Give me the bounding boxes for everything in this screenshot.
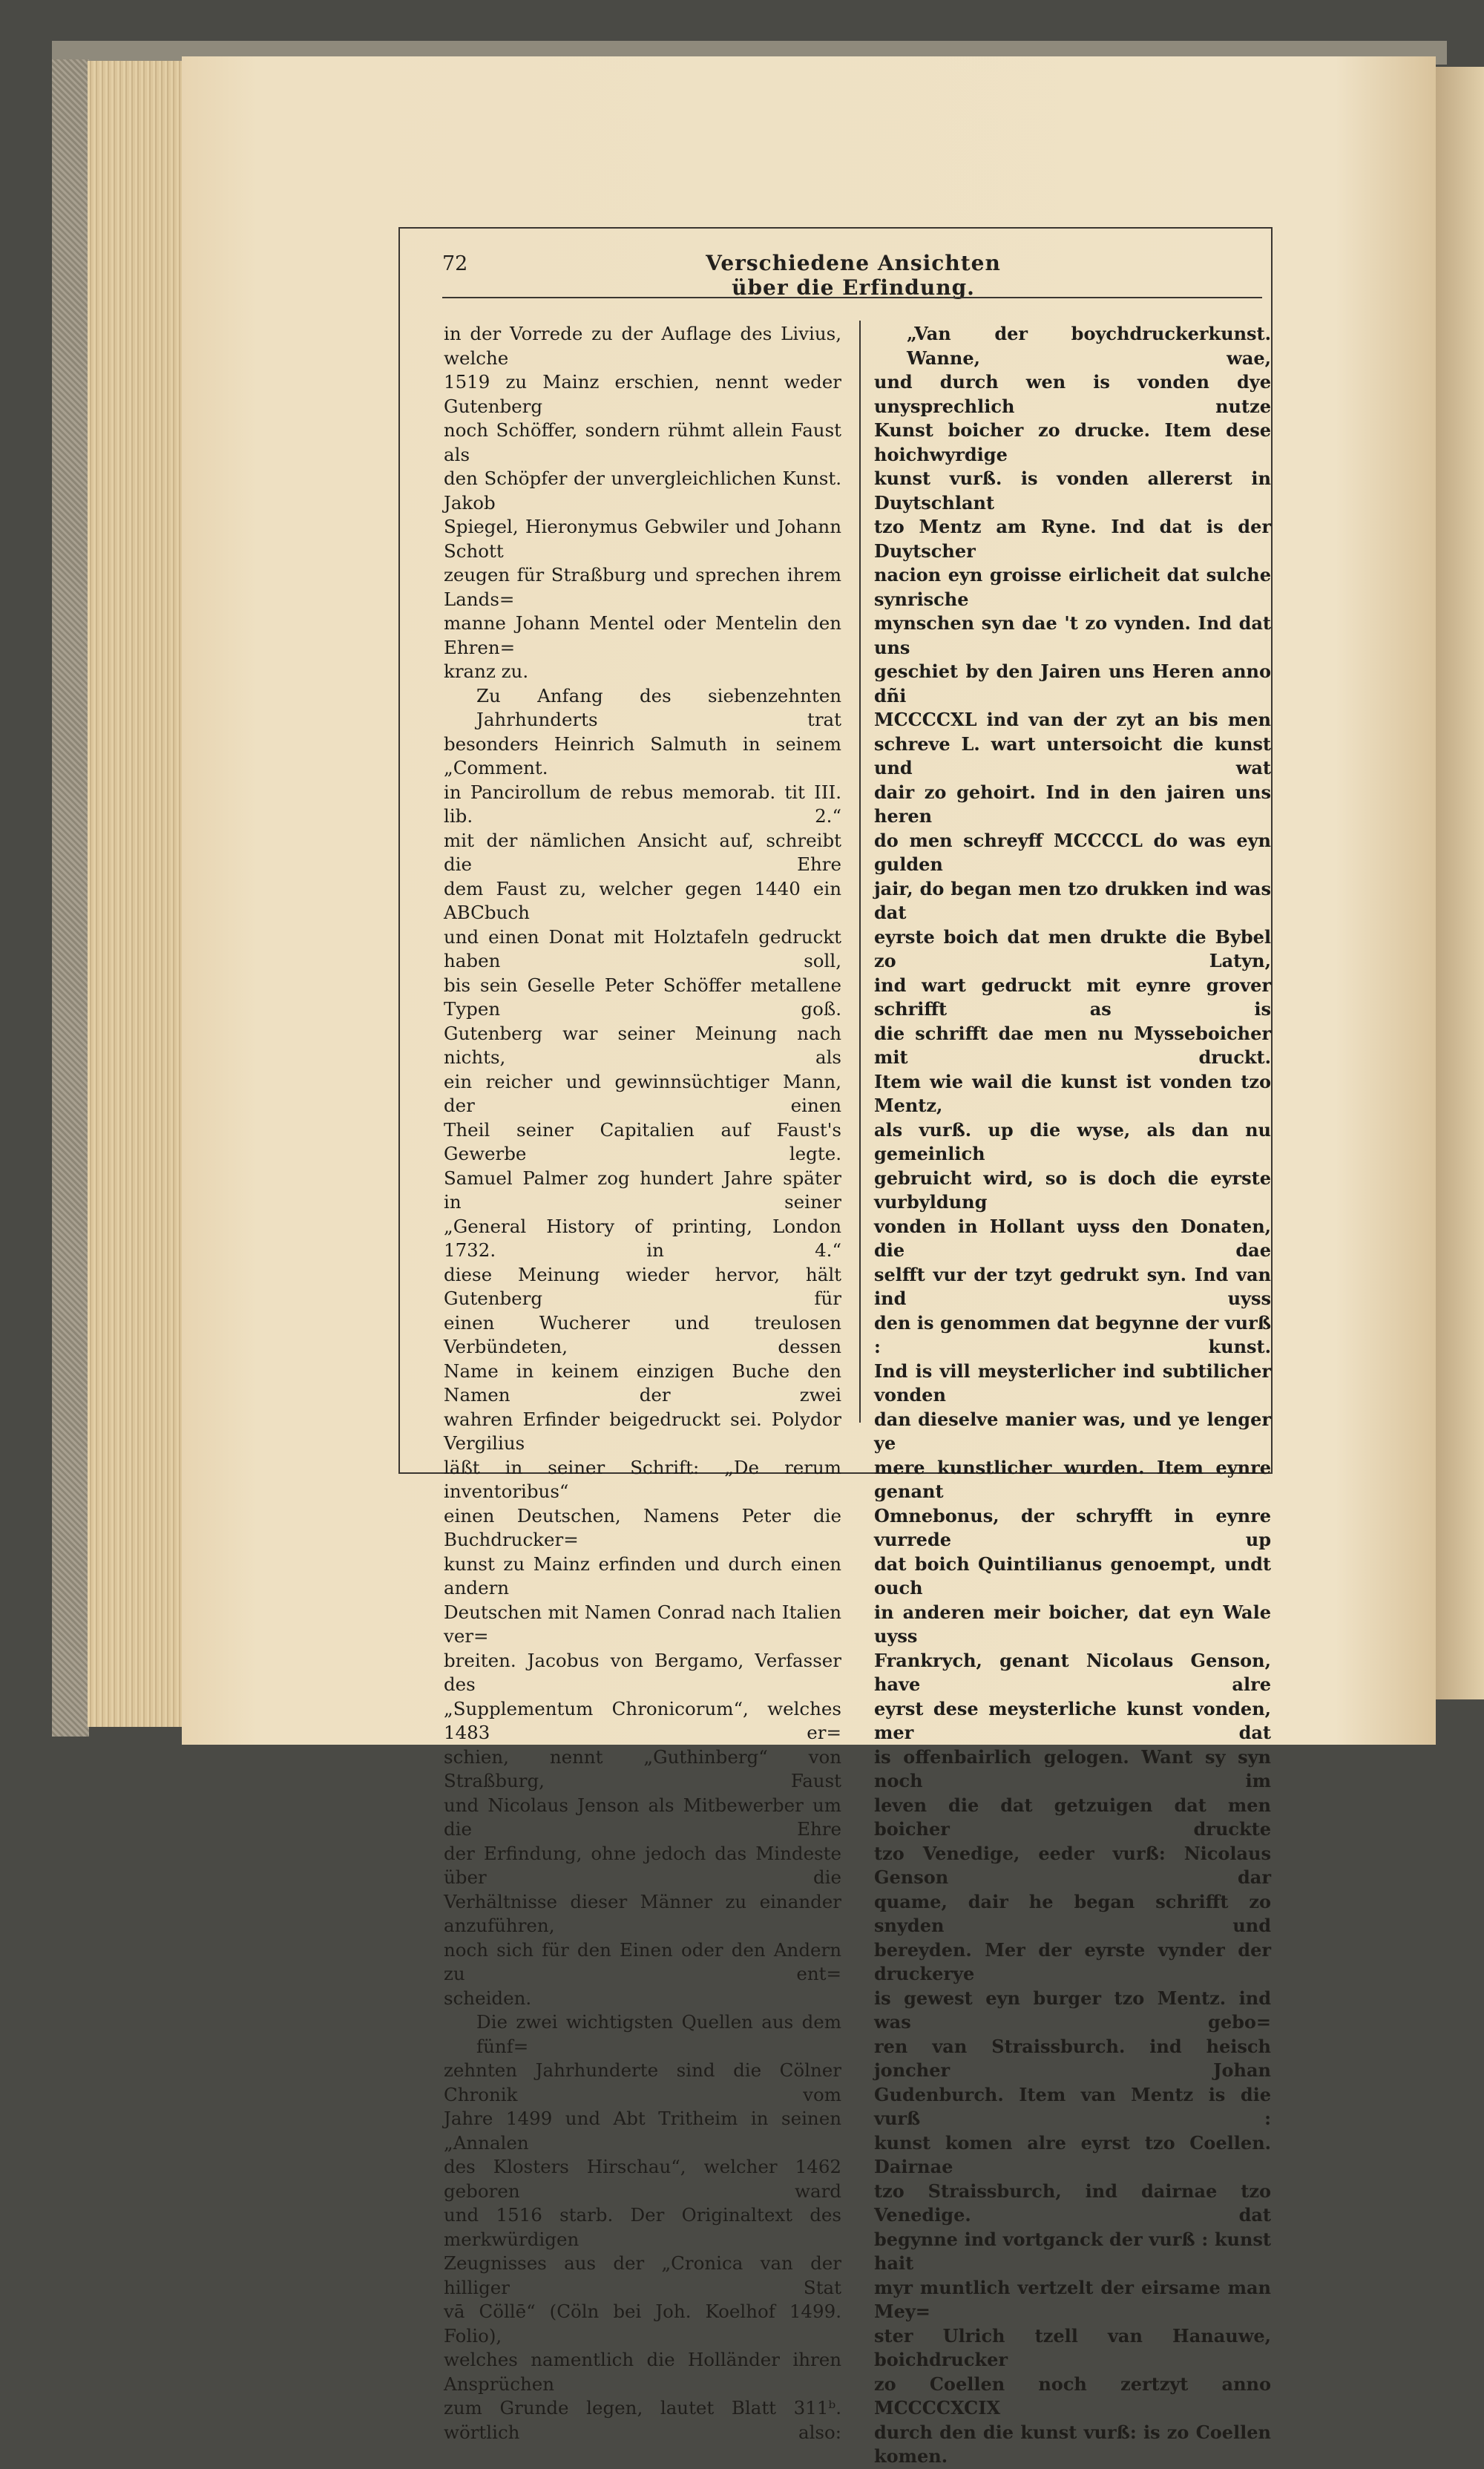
text-line: wahren Erfinder beigedruckt sei. Polydor Vergilius: [444, 1408, 841, 1454]
text-line: quame, dair he began schrifft zo snyden und: [874, 1890, 1271, 1936]
text-line: Samuel Palmer zog hundert Jahre später in seiner: [444, 1167, 841, 1213]
text-line: tzo Mentz am Ryne. Ind dat is der Duytscher: [874, 516, 1271, 562]
text-line: und durch wen is vonden dye unysprechlich nutze: [874, 371, 1271, 417]
text-line: kunst komen alre eyrst tzo Coellen. Dairnae: [874, 2131, 1271, 2177]
column-divider: [859, 321, 861, 1423]
text-line: eyrst dese meysterliche kunst vonden, mer dat: [874, 1697, 1271, 1743]
text-line: dair zo gehoirt. Ind in den jairen uns heren: [874, 781, 1271, 827]
text-line: kunst vurß. is vonden allererst in Duytschlant: [874, 468, 1271, 514]
text-line: Name in keinem einzigen Buche den Namen der zwei: [444, 1360, 841, 1406]
text-line: einen Wucherer und treulosen Verbündeten, dessen: [444, 1311, 841, 1357]
text-line: is offenbairlich gelogen. Want sy syn noch im: [874, 1745, 1271, 1791]
text-line: do men schreyff MCCCCL do was eyn gulden: [874, 829, 1271, 875]
text-line: als vurß. up die wyse, als dan nu gemeinlich: [874, 1118, 1271, 1164]
text-line: und einen Donat mit Holztafeln gedruckt haben soll,: [444, 925, 841, 971]
text-line: bereyden. Mer der eyrste vynder der druckerye: [874, 1938, 1271, 1984]
text-line: Jahre 1499 und Abt Tritheim in seinen „Annalen: [444, 2108, 841, 2154]
text-line: kunst zu Mainz erfinden und durch einen andern: [444, 1552, 841, 1599]
text-line: Gudenburch. Item van Mentz is die vurß :: [874, 2083, 1271, 2129]
right-text-column-quotation: [874, 322, 1271, 2469]
text-line: tzo Straissburch, ind dairnae tzo Venedige. dat: [874, 2180, 1271, 2226]
text-line: ren van Straissburch. ind heisch joncher Johan: [874, 2035, 1271, 2081]
text-line: mit der nämlichen Ansicht auf, schreibt die Ehre: [444, 829, 841, 875]
text-line: ster Ulrich tzell van Hanauwe, boichdrucker: [874, 2324, 1271, 2370]
text-line: leven die dat getzuigen dat men boicher druckte: [874, 1794, 1271, 1840]
text-line: zehnten Jahrhunderte sind die Cölner Chronik vom: [444, 2059, 841, 2105]
text-line: bis sein Geselle Peter Schöffer metallene Typen goß.: [444, 974, 841, 1020]
text-line: dan dieselve manier was, und ye lenger ye: [874, 1408, 1271, 1454]
text-line: und Nicolaus Jenson als Mitbewerber um die Ehre: [444, 1794, 841, 1840]
text-line: Verhältnisse dieser Männer zu einander anzuführen,: [444, 1890, 841, 1936]
text-line: und 1516 starb. Der Originaltext des merkwürdigen: [444, 2204, 841, 2250]
text-line: zeugen für Straßburg und sprechen ihrem Lands=: [444, 564, 841, 610]
text-line: „Supplementum Chronicorum“, welches 1483 er=: [444, 1697, 841, 1743]
page-number: 72: [442, 252, 468, 275]
text-line: „General History of printing, London 1732. in 4.“: [444, 1215, 841, 1261]
text-line: des Klosters Hirschau“, welcher 1462 geboren ward: [444, 2156, 841, 2202]
text-line: die schrifft dae men nu Mysseboicher mit druckt.: [874, 1022, 1271, 1068]
text-line: mere kunstlicher wurden. Item eynre genant: [874, 1456, 1271, 1502]
page-stack-edges: [88, 61, 191, 1727]
text-line: welches namentlich die Holländer ihren Ansprüchen: [444, 2349, 841, 2395]
text-line: „Van der boychdruckerkunst. Wanne, wae,: [907, 323, 1271, 369]
text-line: manne Johann Mentel oder Mentelin den Ehren=: [444, 612, 841, 658]
text-line: Kunst boicher zo drucke. Item dese hoichwyrdige: [874, 419, 1271, 465]
text-line: in anderen meir boicher, dat eyn Wale uyss: [874, 1601, 1271, 1647]
text-line: ind wart gedruckt mit eynre grover schrifft as is: [874, 974, 1271, 1020]
text-line: einen Deutschen, Namens Peter die Buchdrucker=: [444, 1504, 841, 1550]
text-line: kranz zu.: [444, 660, 529, 682]
text-line: MCCCCXL ind van der zyt an bis men: [874, 709, 1271, 730]
text-line: Omnebonus, der schryfft in eynre vurrede up: [874, 1504, 1271, 1550]
text-line: dem Faust zu, welcher gegen 1440 ein ABCbuch: [444, 877, 841, 923]
text-line: Zeugnisses aus der „Cronica van der hilliger Stat: [444, 2252, 841, 2298]
text-line: diese Meinung wieder hervor, hält Gutenberg für: [444, 1263, 841, 1309]
text-line: gebruicht wird, so is doch die eyrste vurbyldung: [874, 1167, 1271, 1213]
text-line: besonders Heinrich Salmuth in seinem „Comment.: [444, 732, 841, 778]
text-line: Item wie wail die kunst ist vonden tzo Mentz,: [874, 1070, 1271, 1116]
text-line: geschiet by den Jairen uns Heren anno dñi: [874, 660, 1271, 706]
text-line: eyrste boich dat men drukte die Bybel zo Latyn,: [874, 925, 1271, 971]
text-line: schien, nennt „Guthinberg“ von Straßburg, Faust: [444, 1745, 841, 1791]
text-line: Zu Anfang des siebenzehnten Jahrhunderts trat: [476, 684, 841, 730]
text-line: nacion eyn groisse eirlicheit dat sulche synrische: [874, 564, 1271, 610]
text-line: den Schöpfer der unvergleichlichen Kunst. Jakob: [444, 468, 841, 514]
text-line: den is genommen dat begynne der vurß : kunst.: [874, 1311, 1271, 1357]
text-line: dat boich Quintilianus genoempt, undt ouch: [874, 1552, 1271, 1599]
text-line: breiten. Jacobus von Bergamo, Verfasser des: [444, 1649, 841, 1695]
left-text-column: [444, 322, 841, 2445]
header-rule: [442, 297, 1262, 298]
text-line: selfft vur der tzyt gedrukt syn. Ind van ind uyss: [874, 1263, 1271, 1309]
running-header-title: Verschiedene Ansichten über die Erfindung.: [706, 251, 1001, 300]
book-cover-cloth-binding: [52, 59, 89, 1737]
text-line: vonden in Hollant uyss den Donaten, die dae: [874, 1215, 1271, 1261]
text-line: zum Grunde legen, lautet Blatt 311ᵇ. wörtlich also:: [444, 2397, 841, 2443]
text-line: jair, do began men tzo drukken ind was dat: [874, 877, 1271, 923]
text-line: Theil seiner Capitalien auf Faust's Gewerbe legte.: [444, 1118, 841, 1164]
text-line: noch Schöffer, sondern rühmt allein Faust als: [444, 419, 841, 465]
text-line: durch den die kunst vurß: is zo Coellen komen.: [874, 2421, 1271, 2467]
text-line: mynschen syn dae 't zo vynden. Ind dat uns: [874, 612, 1271, 658]
text-line: Deutschen mit Namen Conrad nach Italien ver=: [444, 1601, 841, 1647]
text-line: läßt in seiner Schrift: „De rerum inventoribus“: [444, 1456, 841, 1502]
text-line: Frankrych, genant Nicolaus Genson, have alre: [874, 1649, 1271, 1695]
text-line: scheiden.: [444, 1987, 532, 2009]
text-line: tzo Venedige, eeder vurß: Nicolaus Genson dar: [874, 1842, 1271, 1888]
text-line: myr muntlich vertzelt der eirsame man Mey=: [874, 2276, 1271, 2322]
text-line: in der Vorrede zu der Auflage des Livius, welche: [444, 323, 841, 369]
text-line: Die zwei wichtigsten Quellen aus dem fünf=: [476, 2011, 841, 2057]
text-line: 1519 zu Mainz erschien, nennt weder Gutenberg: [444, 371, 841, 417]
text-line: is gewest eyn burger tzo Mentz. ind was gebo=: [874, 1987, 1271, 2033]
text-line: vā Cöllē“ (Cöln bei Joh. Koelhof 1499. Folio),: [444, 2301, 841, 2347]
text-line: Ind is vill meysterlicher ind subtilicher vonden: [874, 1360, 1271, 1406]
text-line: ein reicher und gewinnsüchtiger Mann, der einen: [444, 1070, 841, 1116]
text-line: zo Coellen noch zertzyt anno MCCCCXCIX: [874, 2373, 1271, 2419]
text-line: Gutenberg war seiner Meinung nach nichts, als: [444, 1022, 841, 1068]
text-line: begynne ind vortganck der vurß : kunst hait: [874, 2228, 1271, 2274]
text-line: in Pancirollum de rebus memorab. tit III. lib. 2.“: [444, 781, 841, 827]
text-line: noch sich für den Einen oder den Andern zu ent=: [444, 1938, 841, 1984]
facing-page-edge: [1436, 67, 1484, 1699]
text-line: Spiegel, Hieronymus Gebwiler und Johann Schott: [444, 516, 841, 562]
text-line: der Erfindung, ohne jedoch das Mindeste über die: [444, 1842, 841, 1888]
text-line: schreve L. wart untersoicht die kunst und wat: [874, 732, 1271, 778]
